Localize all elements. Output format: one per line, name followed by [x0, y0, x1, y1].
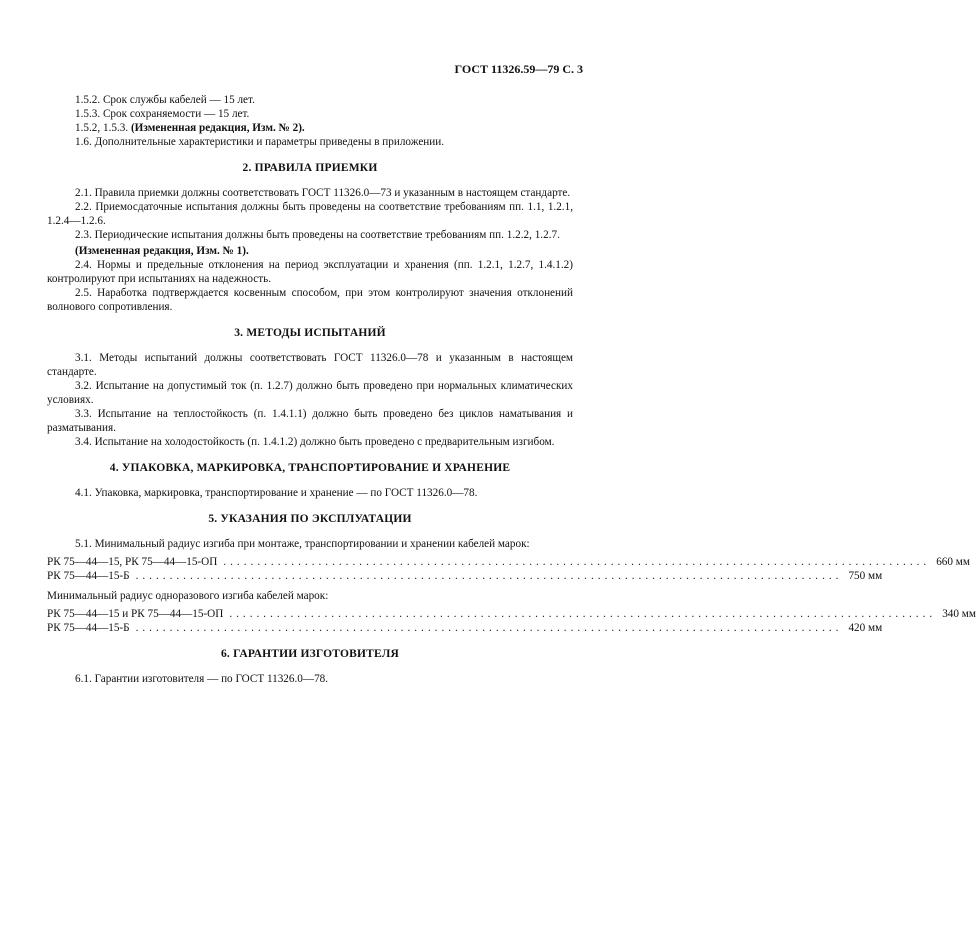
clause-2-3: 2.3. Периодические испытания должны быть проведены на соответствие требованиям пп. 1.2.2, 1.2.7. — [75, 229, 560, 241]
bend-radius-value: 340 мм — [942, 608, 976, 620]
document-body — [47, 93, 976, 686]
cable-grade: РК 75—44—15 и РК 75—44—15-ОП — [47, 608, 224, 620]
clause-1-5-amendment-note: (Измененная редакция, Изм. № 2). — [130, 122, 305, 134]
clause-1-6: 1.6. Дополнительные характеристики и параметры приведены в приложении. — [75, 136, 445, 148]
page-header: ГОСТ 11326.59—79 С. 3 — [454, 62, 583, 76]
bend-radius-value: 420 мм — [848, 622, 883, 634]
clause-3-4: 3.4. Испытание на холодостойкость (п. 1.4.1.2) должно быть проведено с предварительным изгибом. — [75, 436, 555, 448]
leader-dots: ........................................................................................................ — [229, 608, 937, 620]
clause-6-1: 6.1. Гарантии изготовителя — по ГОСТ 11326.0—78. — [75, 673, 329, 685]
cable-grade: РК 75—44—15-Б — [47, 570, 130, 582]
leader-dots: ........................................................................................................ — [135, 570, 843, 582]
clause-1-5-amendment-numbers: 1.5.2, 1.5.3. — [75, 122, 129, 134]
clause-5-1: 5.1. Минимальный радиус изгиба при монтаже, транспортировании и хранении кабелей марок: — [75, 538, 530, 550]
clause-2-2: 2.2. Приемосдаточные испытания должны быть проведены на соответствие требованиям пп. 1.1, 1.2.1, 1.2.4—1.2.6. — [47, 201, 573, 227]
clause-3-2: 3.2. Испытание на допустимый ток (п. 1.2.7) должно быть проведено при нормальных климатических условиях. — [47, 380, 573, 406]
bend-radius-row — [47, 569, 883, 583]
bend-radius-value: 660 мм — [936, 556, 970, 568]
section-5-title: 5. УКАЗАНИЯ ПО ЭКСПЛУАТАЦИИ — [208, 513, 412, 525]
single-bend-radius-row — [47, 621, 883, 635]
clause-5-1-single-bend: Минимальный радиус одноразового изгиба кабелей марок: — [47, 590, 329, 602]
clause-3-3: 3.3. Испытание на теплостойкость (п. 1.4.1.1) должно быть проведено без циклов наматывания и разматывания. — [47, 408, 573, 434]
section-6-title: 6. ГАРАНТИИ ИЗГОТОВИТЕЛЯ — [220, 648, 400, 660]
section-2-title: 2. ПРАВИЛА ПРИЕМКИ — [242, 162, 378, 174]
clause-4-1: 4.1. Упаковка, маркировка, транспортирование и хранение — по ГОСТ 11326.0—78. — [75, 487, 478, 499]
clause-1-5-amendment — [47, 121, 573, 135]
clause-3-1: 3.1. Методы испытаний должны соответствовать ГОСТ 11326.0—78 и указанным в настоящем стандарте. — [47, 352, 573, 378]
clause-2-5: 2.5. Наработка подтверждается косвенным способом, при этом контролируют значения отклонений волнового сопротивления. — [47, 287, 573, 313]
leader-dots: ........................................................................................................ — [223, 556, 931, 568]
bend-radius-row — [47, 555, 970, 569]
section-3-title: 3. МЕТОДЫ ИСПЫТАНИЙ — [234, 327, 386, 339]
clause-2-amendment-note: (Измененная редакция, Изм. № 1). — [75, 245, 249, 257]
clause-1-5-2: 1.5.2. Срок службы кабелей — 15 лет. — [75, 94, 255, 106]
section-4-title: 4. УПАКОВКА, МАРКИРОВКА, ТРАНСПОРТИРОВАНИЕ И ХРАНЕНИЕ — [109, 462, 511, 474]
cable-grade: РК 75—44—15, РК 75—44—15-ОП — [47, 556, 218, 568]
clause-2-4: 2.4. Нормы и предельные отклонения на период эксплуатации и хранения (пп. 1.2.1, 1.2.7, 1.4.1.2) контролируют при испытаниях на надежность. — [47, 259, 573, 285]
bend-radius-value: 750 мм — [848, 570, 883, 582]
cable-grade: РК 75—44—15-Б — [47, 622, 130, 634]
clause-2-1: 2.1. Правила приемки должны соответствовать ГОСТ 11326.0—73 и указанным в настоящем стандарте. — [75, 187, 571, 199]
clause-1-5-3: 1.5.3. Срок сохраняемости — 15 лет. — [75, 108, 250, 120]
leader-dots: ........................................................................................................ — [135, 622, 843, 634]
single-bend-radius-row — [47, 607, 976, 621]
